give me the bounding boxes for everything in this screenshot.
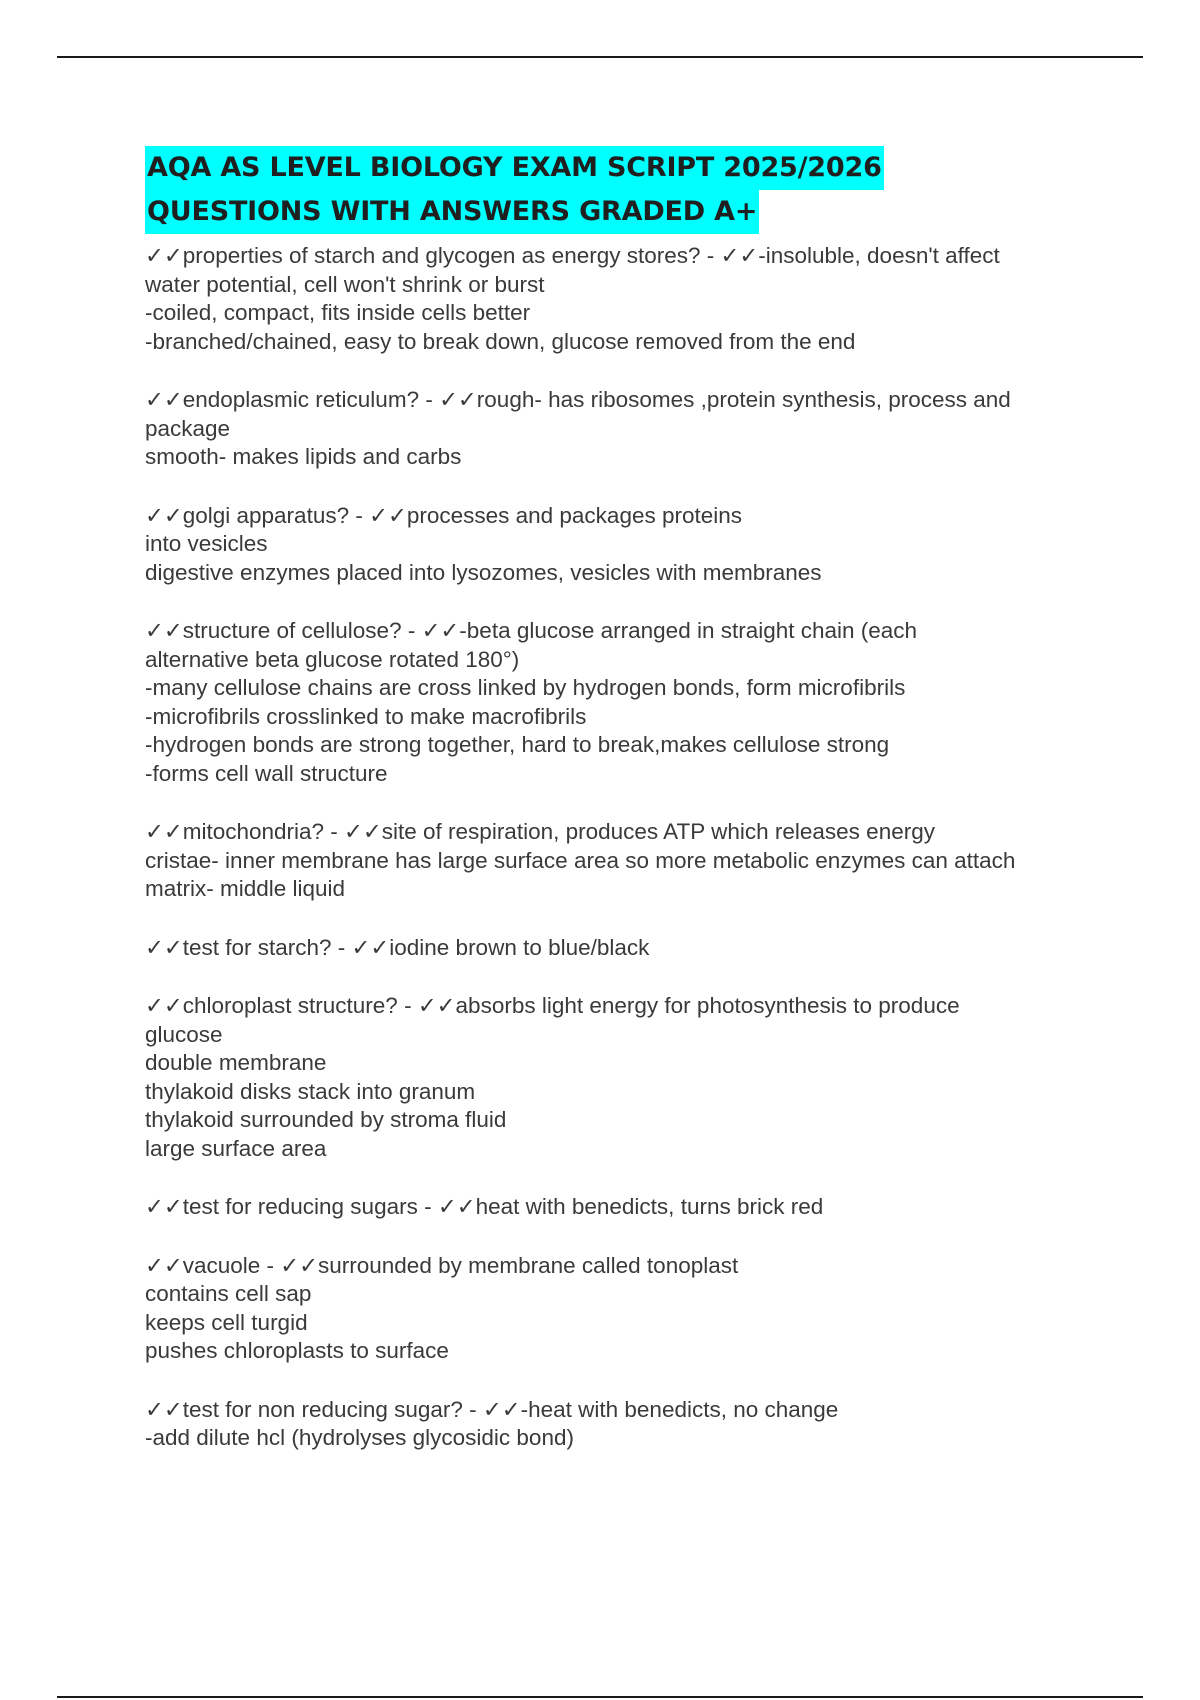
check-marks-icon: ✓✓ — [280, 1252, 318, 1278]
check-marks-icon: ✓✓ — [344, 819, 382, 844]
qa-item — [145, 992, 1105, 1163]
title-line-1: AQA AS LEVEL BIOLOGY EXAM SCRIPT 2025/2026 — [145, 146, 884, 190]
answer-text: site of respiration, produces ATP which releases energy cristae- inner membrane has large surface area so more metabolic enzymes can attach matrix- middle liquid — [145, 819, 1016, 901]
check-marks-icon: ✓✓ — [720, 243, 759, 268]
qa-item — [145, 617, 1105, 788]
question-text: mitochondria? - — [182, 819, 345, 844]
question-text: vacuole - — [182, 1252, 281, 1278]
question-text: chloroplast structure? - — [182, 993, 418, 1018]
question-text: test for non reducing sugar? - — [182, 1396, 483, 1422]
check-marks-icon: ✓✓ — [145, 387, 183, 412]
answer-text: rough- has ribosomes ,protein synthesis, process and package smooth- makes lipids and carbs — [145, 387, 1011, 469]
answer-text: -heat with benedicts, no change -add dilute hcl (hydrolyses glycosidic bond) — [145, 1396, 839, 1450]
check-marks-icon: ✓✓ — [145, 1396, 183, 1422]
answer-text: heat with benedicts, turns brick red — [475, 1194, 824, 1219]
qa-item — [145, 386, 1105, 472]
answer-text: surrounded by membrane called tonoplast contains cell sap keeps cell turgid pushes chloroplasts to surface — [145, 1252, 739, 1363]
check-marks-icon: ✓✓ — [145, 1194, 183, 1219]
question-text: test for starch? - — [182, 934, 352, 960]
title-line-2: QUESTIONS WITH ANSWERS GRADED A+ — [145, 190, 759, 234]
check-marks-icon: ✓✓ — [145, 934, 183, 960]
check-marks-icon: ✓✓ — [369, 502, 407, 528]
qa-item — [145, 1252, 1105, 1366]
answer-text: -insoluble, doesn't affect water potential, cell won't shrink or burst -coiled, compact, fits inside cells better -branched/chained, easy to break down, glucose removed from the end — [145, 243, 1000, 354]
qa-item — [145, 502, 1105, 588]
answer-text: iodine brown to blue/black — [389, 934, 650, 960]
check-marks-icon: ✓✓ — [145, 243, 183, 268]
answer-text: processes and packages proteins into vesicles digestive enzymes placed into lysozomes, vesicles with membranes — [145, 502, 822, 585]
question-text: test for reducing sugars - — [182, 1194, 438, 1219]
bottom-rule — [57, 1696, 1143, 1698]
question-text: endoplasmic reticulum? - — [182, 387, 440, 412]
answer-text: -beta glucose arranged in straight chain (each alternative beta glucose rotated 180°) -many cellulose chains are cross linked by hydrogen bonds, form microfibrils -microfibrils crosslinked to make macrofibrils -hydrogen bonds are strong together, hard to break,makes cellulose strong -forms cell wall structure — [145, 618, 918, 786]
check-marks-icon: ✓✓ — [145, 618, 183, 643]
check-marks-icon: ✓✓ — [145, 502, 183, 528]
top-rule — [57, 56, 1143, 58]
question-text: golgi apparatus? - — [182, 502, 370, 528]
qa-item — [145, 818, 1105, 904]
qa-item — [145, 242, 1105, 356]
check-marks-icon: ✓✓ — [351, 934, 390, 960]
check-marks-icon: ✓✓ — [421, 618, 460, 643]
check-marks-icon: ✓✓ — [437, 1194, 476, 1219]
document-body — [145, 146, 1105, 1483]
qa-item — [145, 934, 1105, 963]
answer-text: absorbs light energy for photosynthesis to produce glucose double membrane thylakoid disks stack into granum thylakoid surrounded by stroma fluid large surface area — [145, 993, 960, 1161]
check-marks-icon: ✓✓ — [482, 1396, 521, 1422]
question-text: properties of starch and glycogen as energy stores? - — [182, 243, 721, 268]
check-marks-icon: ✓✓ — [145, 993, 183, 1018]
check-marks-icon: ✓✓ — [439, 387, 477, 412]
qa-item — [145, 1193, 1105, 1222]
document-title — [145, 146, 1105, 234]
qa-item — [145, 1396, 1105, 1453]
check-marks-icon: ✓✓ — [145, 819, 183, 844]
question-text: structure of cellulose? - — [182, 618, 422, 643]
check-marks-icon: ✓✓ — [417, 993, 456, 1018]
check-marks-icon: ✓✓ — [145, 1252, 183, 1278]
